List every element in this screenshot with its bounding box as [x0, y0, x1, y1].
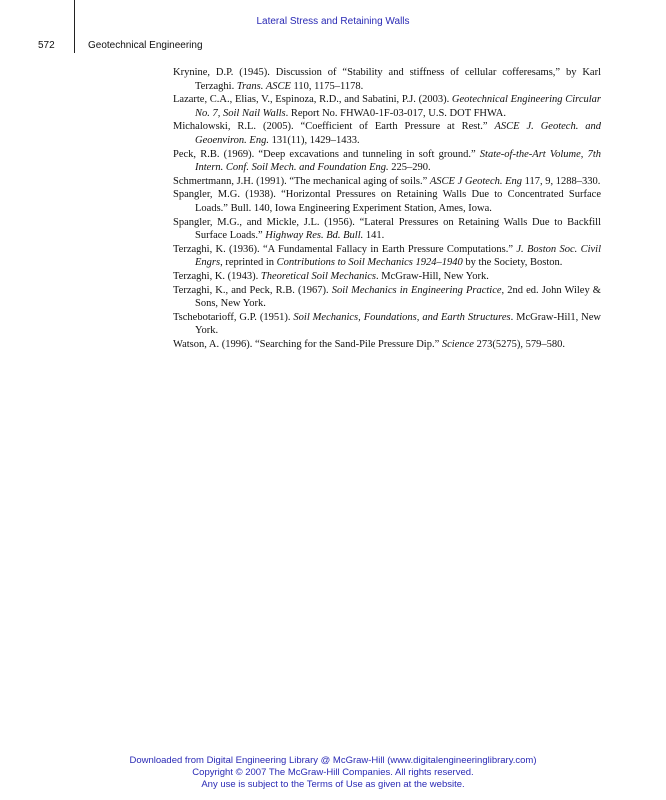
reference-text: Lazarte, C.A., Elias, V., Espinoza, R.D., and Sabatini, P.J. (2003).	[173, 94, 452, 106]
reference-italic-text: ASCE J Geotech. Eng	[429, 175, 523, 187]
reference-text: 131(11), 1429–1433.	[268, 134, 360, 146]
reference-italic-text: Contributions to Soil Mechanics 1924–1940	[276, 257, 463, 269]
reference-italic-text: Science	[441, 338, 474, 350]
reference-italic-text: Geotechnical Engineering Circular No. 7, Soil Nail Walls	[195, 94, 601, 119]
header-rule	[74, 0, 75, 53]
reference-text: Spangler, M.G. (1938). “Horizontal Pressures on Retaining Walls Due to Concentrated Surface Loads.” Bull. 140, Iowa Engineering Experiment Station, Ames, Iowa.	[173, 189, 601, 214]
reference-text: 117, 9, 1288–330.	[522, 175, 601, 187]
footer	[0, 755, 666, 791]
reference-italic-text: J. Boston Soc. Civil Engrs	[195, 243, 602, 269]
reference-italic-text: Soil Mechanics, Foundations, and Earth Structures	[293, 311, 511, 323]
reference-text: 225–290.	[388, 162, 431, 174]
reference-text: Terzaghi, K. (1943).	[173, 270, 261, 282]
reference-entry	[173, 120, 601, 147]
reference-entry	[173, 243, 601, 270]
reference-text: Terzaghi, K. (1936). “A Fundamental Fallacy in Earth Pressure Computations.”	[173, 243, 517, 255]
reference-text: . Report No. FHWA0-1F-03-017, U.S. DOT FHWA.	[285, 107, 506, 119]
reference-text: Terzaghi, K., and Peck, R.B. (1967).	[173, 284, 332, 296]
reference-text: . McGraw-Hil1, New York.	[195, 311, 602, 337]
reference-entry	[173, 93, 601, 120]
reference-entry	[173, 284, 601, 311]
reference-italic-text: Trans. ASCE	[236, 80, 291, 92]
reference-text: Michalowski, R.L. (2005). “Coefficient of Earth Pressure at Rest.”	[173, 121, 495, 133]
book-title: Geotechnical Engineering	[88, 40, 203, 51]
reference-text: , reprinted in	[220, 257, 277, 269]
reference-entry	[173, 338, 601, 352]
reference-entry	[173, 175, 601, 189]
reference-text: Krynine, D.P. (1945). Discussion of “Stability and stiffness of cellular cofferesams,” by Karl Terzaghi.	[173, 67, 601, 92]
reference-entry	[173, 148, 601, 175]
reference-text: Peck, R.B. (1969). “Deep excavations and tunneling in soft ground.”	[173, 148, 480, 160]
footer-download-link[interactable]: Downloaded from Digital Engineering Library @ McGraw-Hill (www.digitalengineeringlibrary.com)	[129, 755, 537, 766]
reference-italic-text: Theoretical Soil Mechanics	[260, 270, 376, 282]
reference-text: by the Society, Boston.	[462, 257, 563, 269]
reference-entry	[173, 216, 601, 243]
reference-entry	[173, 311, 601, 338]
reference-list	[173, 66, 601, 351]
reference-italic-text: State-of-the-Art Volume, 7th Intern. Conf. Soil Mech. and Foundation Eng.	[195, 148, 601, 174]
reference-text: Schmertmann, J.H. (1991). “The mechanical aging of soils.”	[173, 175, 430, 187]
reference-text: 273(5275), 579–580.	[473, 338, 565, 350]
reference-entry	[173, 270, 601, 284]
reference-italic-text: Highway Res. Bd. Bull.	[265, 230, 364, 242]
reference-entry	[173, 188, 601, 215]
reference-text: Watson, A. (1996). “Searching for the Sand-Pile Pressure Dip.”	[173, 338, 442, 350]
reference-text: Tschebotarioff, G.P. (1951).	[173, 311, 294, 323]
page-number: 572	[38, 40, 55, 51]
footer-copyright: Copyright © 2007 The McGraw-Hill Companies. All rights reserved.	[192, 767, 474, 778]
reference-text: 141.	[363, 230, 385, 242]
reference-text: . McGraw-Hill, New York.	[376, 270, 489, 282]
reference-italic-text: Soil Mechanics in Engineering Practice	[331, 284, 502, 296]
reference-entry	[173, 66, 601, 93]
reference-text: , 2nd ed. John Wiley & Sons, New York.	[195, 284, 601, 310]
reference-text: Spangler, M.G., and Mickle, J.L. (1956). “Lateral Pressures on Retaining Walls Due to Backfill Surface Loads.”	[173, 216, 601, 242]
footer-terms-link[interactable]: Any use is subject to the Terms of Use as given at the website.	[201, 779, 465, 790]
reference-text: 110, 1175–1178.	[290, 80, 364, 92]
reference-italic-text: ASCE J. Geotech. and Geoenviron. Eng.	[195, 121, 602, 146]
running-head: Lateral Stress and Retaining Walls	[256, 16, 410, 27]
